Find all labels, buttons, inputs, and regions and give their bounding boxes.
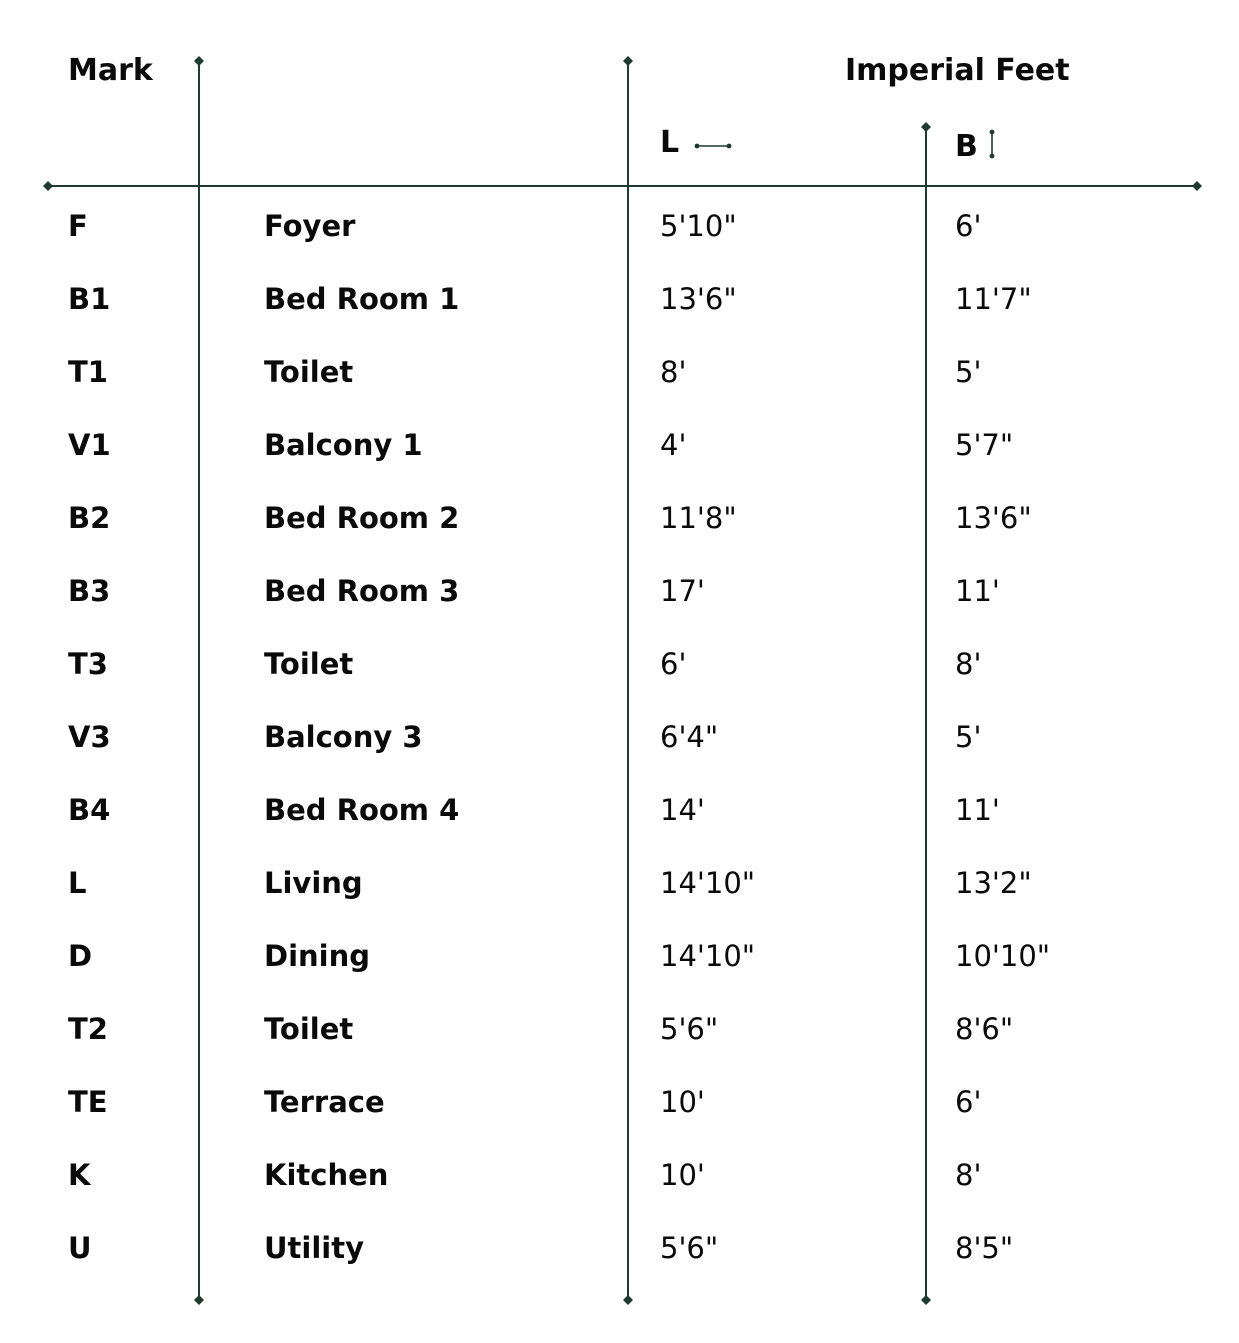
table-cell-length: 13'6" (660, 282, 737, 316)
table-cell-length: 6' (660, 647, 687, 681)
table-cell-length: 10' (660, 1085, 705, 1119)
table-cell-room: Toilet (264, 1012, 354, 1046)
table-cell-mark: B4 (68, 793, 111, 827)
table-cell-mark: T2 (68, 1012, 108, 1046)
table-cell-mark: B1 (68, 282, 111, 316)
table-cell-mark: U (68, 1231, 92, 1265)
table-cell-mark: B2 (68, 501, 111, 535)
table-cell-breadth: 13'6" (955, 501, 1032, 535)
table-cell-breadth: 8'5" (955, 1231, 1014, 1265)
vertical-arrow-icon (986, 128, 998, 166)
table-cell-room: Toilet (264, 355, 354, 389)
table-cell-room: Balcony 1 (264, 428, 423, 462)
table-cell-mark: L (68, 866, 87, 900)
table-cell-mark: V3 (68, 720, 111, 754)
table-cell-mark: TE (68, 1085, 108, 1119)
table-cell-breadth: 6' (955, 1085, 982, 1119)
header-breadth-label: B (955, 129, 978, 164)
table-cell-mark: T3 (68, 647, 108, 681)
table-cell-length: 5'10" (660, 209, 737, 243)
table-cell-room: Toilet (264, 647, 354, 681)
table-cell-room: Foyer (264, 209, 356, 243)
table-cell-length: 8' (660, 355, 687, 389)
table-cell-mark: F (68, 209, 88, 243)
table-cell-breadth: 11' (955, 793, 1000, 827)
table-cell-room: Bed Room 1 (264, 282, 460, 316)
table-cell-room: Bed Room 2 (264, 501, 460, 535)
header-mark: Mark (68, 53, 153, 88)
table-cell-breadth: 10'10" (955, 939, 1051, 973)
header-length (660, 125, 733, 160)
table-cell-breadth: 8' (955, 647, 982, 681)
table-cell-length: 17' (660, 574, 705, 608)
table-cell-length: 11'8" (660, 501, 737, 535)
table-cell-breadth: 5' (955, 355, 982, 389)
table-cell-room: Bed Room 3 (264, 574, 460, 608)
table-cell-breadth: 5'7" (955, 428, 1014, 462)
table-cell-breadth: 13'2" (955, 866, 1032, 900)
table-cell-room: Kitchen (264, 1158, 389, 1192)
header-breadth (955, 128, 998, 166)
table-cell-room: Dining (264, 939, 371, 973)
table-cell-mark: V1 (68, 428, 111, 462)
table-cell-room: Living (264, 866, 363, 900)
table-cell-length: 14' (660, 793, 705, 827)
table-cell-length: 14'10" (660, 866, 756, 900)
table-cell-breadth: 6' (955, 209, 982, 243)
header-imperial-feet: Imperial Feet (845, 53, 1070, 88)
table-cell-length: 6'4" (660, 720, 719, 754)
table-cell-room: Bed Room 4 (264, 793, 460, 827)
header-length-label: L (660, 125, 680, 160)
table-cell-breadth: 11' (955, 574, 1000, 608)
table-cell-mark: B3 (68, 574, 111, 608)
table-cell-breadth: 8'6" (955, 1012, 1014, 1046)
table-cell-mark: D (68, 939, 93, 973)
table-cell-room: Utility (264, 1231, 364, 1265)
table-cell-length: 14'10" (660, 939, 756, 973)
table-cell-length: 10' (660, 1158, 705, 1192)
table-cell-breadth: 11'7" (955, 282, 1032, 316)
grid-line-end-markers (43, 53, 1202, 1305)
table-cell-room: Balcony 3 (264, 720, 423, 754)
table-cell-length: 4' (660, 428, 687, 462)
table-cell-mark: K (68, 1158, 91, 1192)
table-cell-breadth: 8' (955, 1158, 982, 1192)
table-cell-length: 5'6" (660, 1012, 719, 1046)
table-cell-mark: T1 (68, 355, 108, 389)
horizontal-arrow-icon (693, 128, 733, 158)
table-cell-room: Terrace (264, 1085, 385, 1119)
table-cell-breadth: 5' (955, 720, 982, 754)
table-cell-length: 5'6" (660, 1231, 719, 1265)
